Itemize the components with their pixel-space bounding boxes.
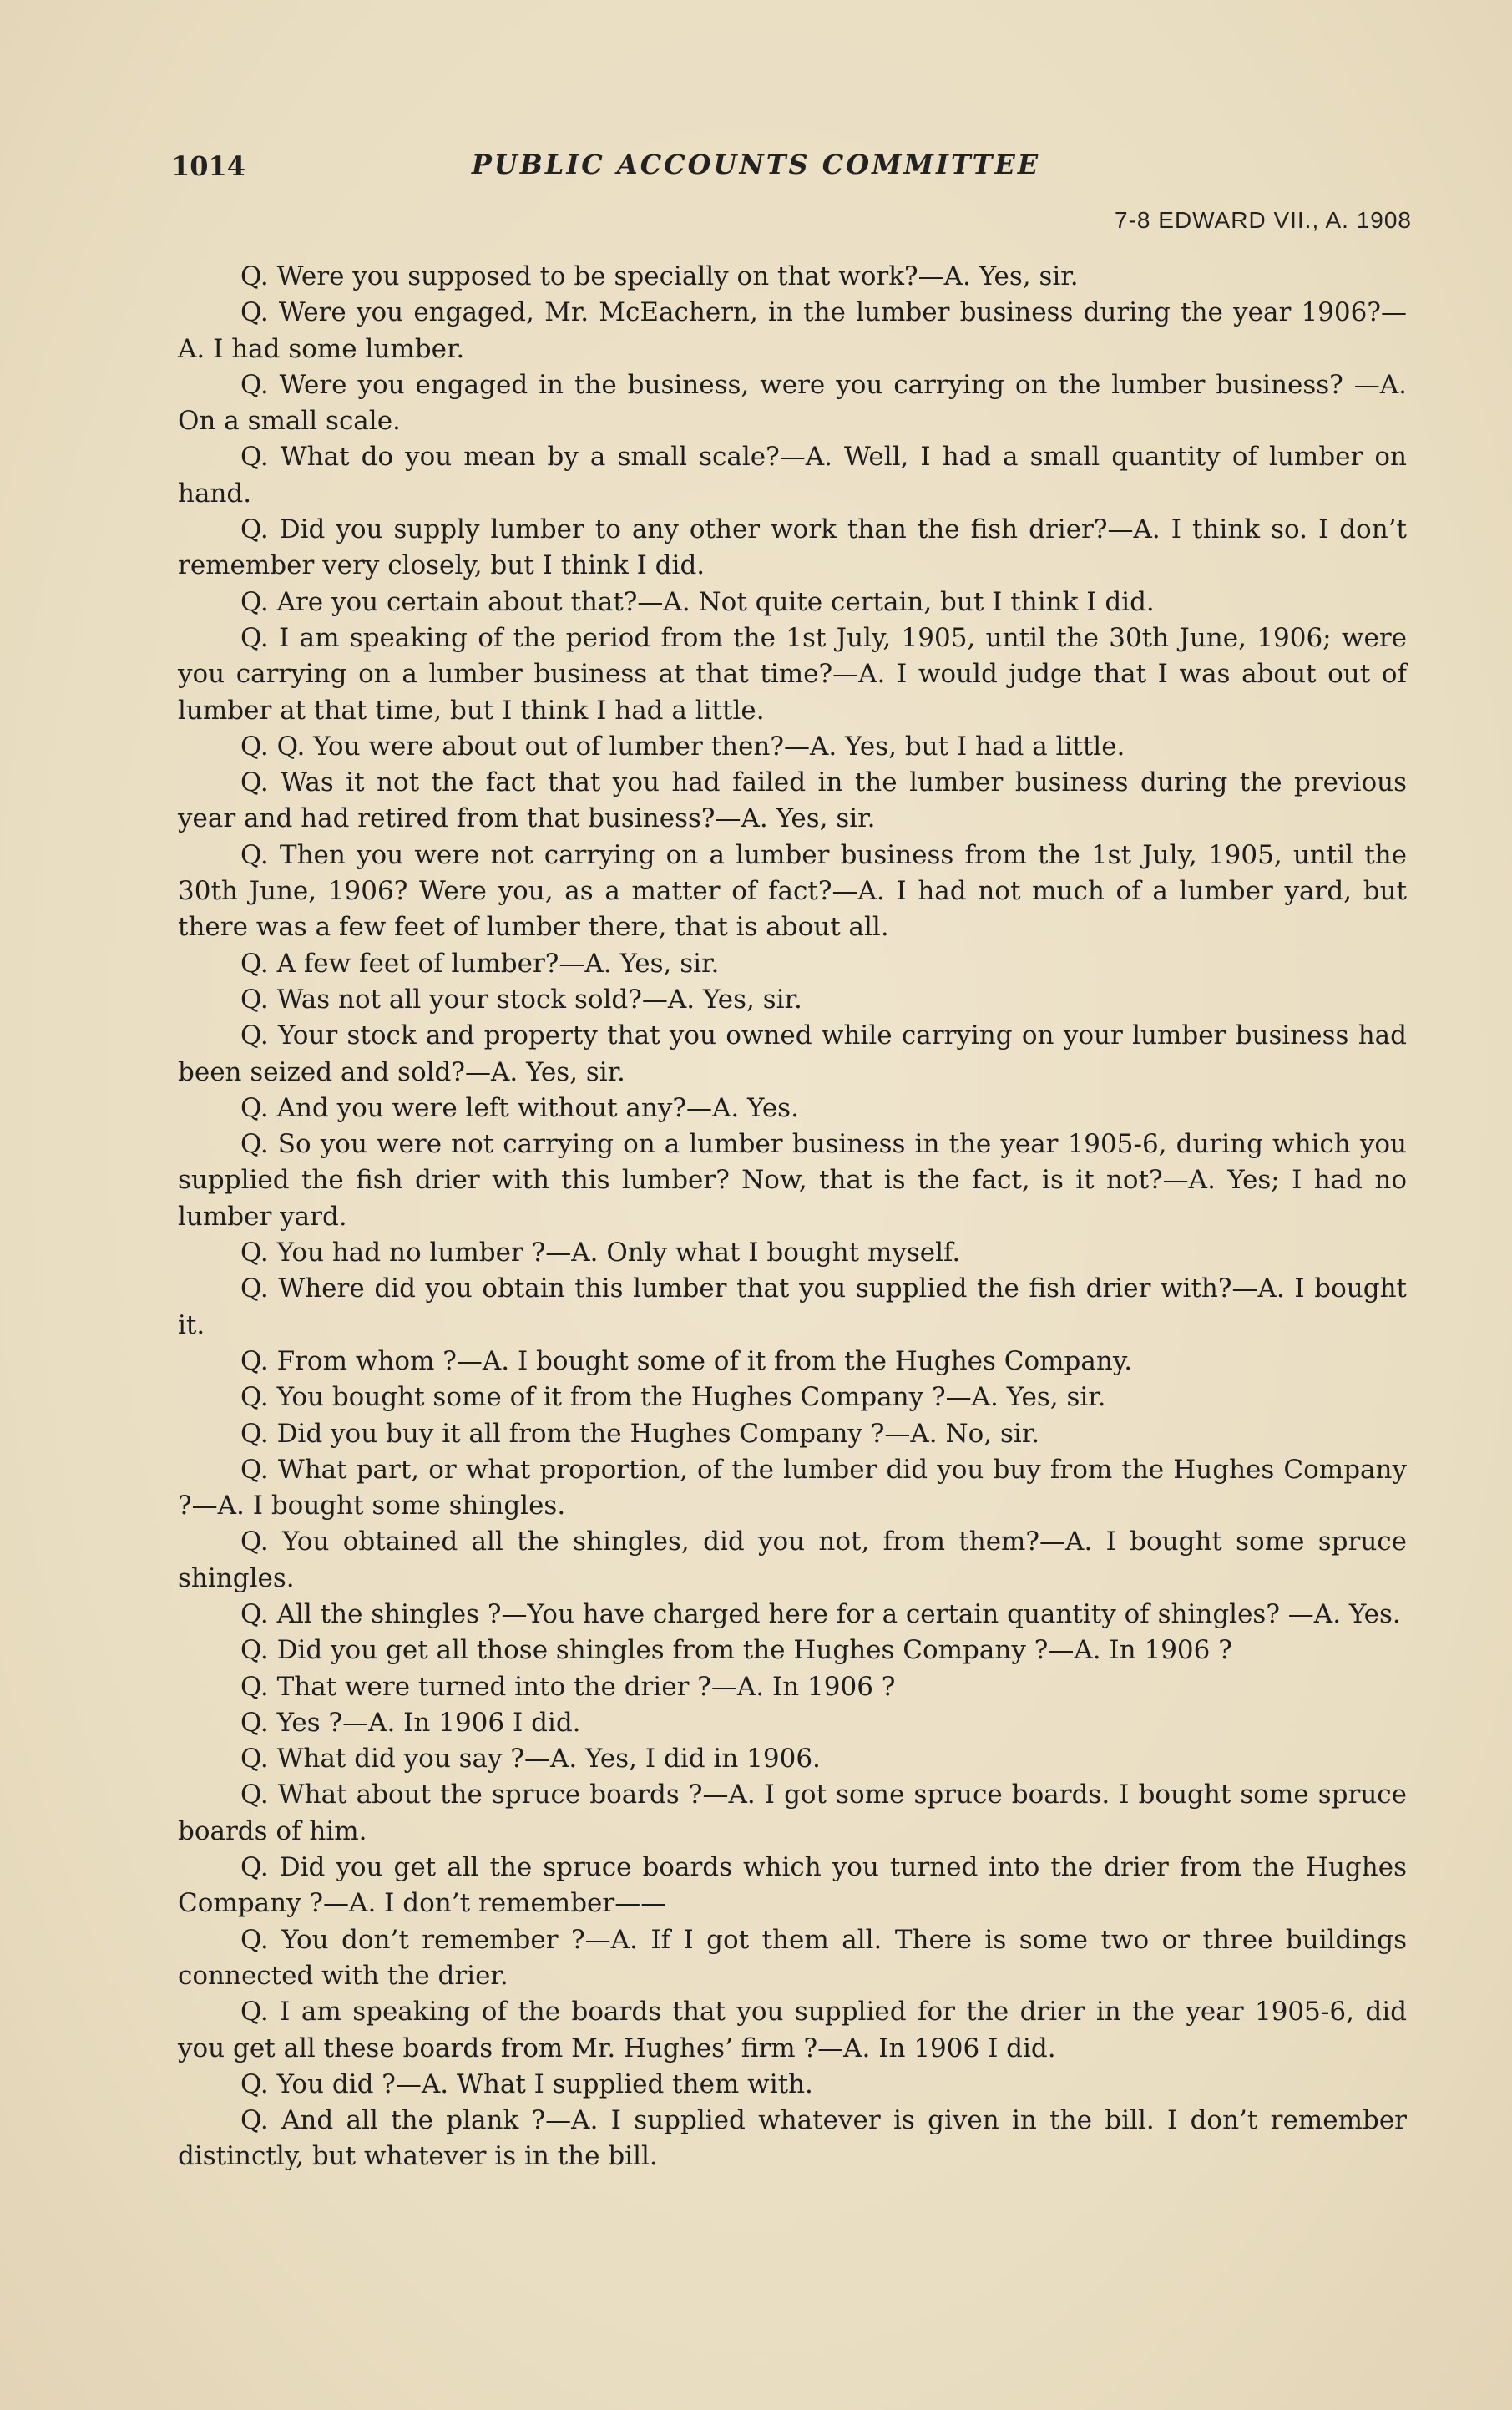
transcript-paragraph: Q. Are you certain about that?—A. Not quite certain, but I think I did. [240, 586, 1155, 617]
transcript-paragraph: Q. Did you buy it all from the Hughes Company ?—A. No, sir. [240, 1418, 1040, 1449]
transcript-paragraph: Q. I am speaking of the period from the 1st July, 1905, until the 30th June, 1906; were you carrying on a lumber business at that time?—A. I would judge that I was about out of lumber at that time, but I think I had a little. [178, 622, 1407, 726]
transcript-paragraph: Q. Were you engaged, Mr. McEachern, in the lumber business during the year 1906?—A. I had some lumber. [178, 297, 1407, 364]
transcript-paragraph: Q. Were you engaged in the business, were you carrying on the lumber business? —A. On a small scale. [178, 369, 1407, 437]
transcript-paragraph: Q. Did you supply lumber to any other work than the fish drier?—A. I think so. I don’t remember very closely, but I think I did. [178, 514, 1407, 581]
page-number: 1014 [171, 150, 246, 182]
transcript-paragraph: Q. You had no lumber ?—A. Only what I bought myself. [240, 1238, 961, 1268]
transcript-body [178, 259, 1407, 2175]
transcript-paragraph: Q. Yes ?—A. In 1906 I did. [240, 1707, 581, 1738]
transcript-paragraph: Q. Where did you obtain this lumber that you supplied the fish drier with?—A. I bought it. [178, 1273, 1407, 1340]
transcript-paragraph: Q. What about the spruce boards ?—A. I got some spruce boards. I bought some spruce boards of him. [178, 1780, 1407, 1846]
transcript-paragraph: Q. Q. You were about out of lumber then?—A. Yes, but I had a little. [240, 731, 1125, 762]
transcript-paragraph: Q. And all the plank ?—A. I supplied whatever is given in the bill. I don’t remember distinctly, but whatever is in the bill. [178, 2105, 1407, 2172]
transcript-paragraph: Q. All the shingles ?—You have charged here for a certain quantity of shingles? —A. Yes. [240, 1598, 1401, 1629]
transcript-paragraph: Q. What do you mean by a small scale?—A. Well, I had a small quantity of lumber on hand. [178, 442, 1407, 509]
transcript-paragraph: Q. What part, or what proportion, of the lumber did you buy from the Hughes Company ?—A. I bought some shingles. [178, 1454, 1407, 1521]
transcript-paragraph: Q. And you were left without any?—A. Yes. [240, 1092, 799, 1123]
transcript-paragraph: Q. From whom ?—A. I bought some of it from the Hughes Company. [240, 1345, 1133, 1376]
transcript-paragraph: Q. A few feet of lumber?—A. Yes, sir. [240, 948, 720, 979]
transcript-paragraph: Q. I am speaking of the boards that you supplied for the drier in the year 1905-6, did you get all these boards from Mr. Hughes’ firm ?—A. In 1906 I did. [178, 1997, 1407, 2063]
transcript-paragraph: Q. Did you get all the spruce boards which you turned into the drier from the Hughes Company ?—A. I don’t remember—— [178, 1852, 1407, 1919]
transcript-paragraph: Q. Then you were not carrying on a lumber business from the 1st July, 1905, until the 30th June, 1906? Were you, as a matter of fact?—A. I had not much of a lumber yard, but there was a few feet of lumber there, that is about all. [178, 839, 1407, 943]
transcript-paragraph: Q. You obtained all the shingles, did you not, from them?—A. I bought some spruce shingles. [178, 1527, 1407, 1593]
transcript-paragraph: Q. You don’t remember ?—A. If I got them all. There is some two or three buildings connected with the drier. [178, 1924, 1407, 1991]
running-title: PUBLIC ACCOUNTS COMMITTEE [471, 149, 1041, 180]
transcript-paragraph: Q. Were you supposed to be specially on that work?—A. Yes, sir. [240, 261, 1079, 291]
transcript-paragraph: Q. You bought some of it from the Hughes Company ?—A. Yes, sir. [240, 1382, 1106, 1413]
transcript-paragraph: Q. That were turned into the drier ?—A. In 1906 ? [240, 1671, 896, 1702]
transcript-paragraph: Q. Was not all your stock sold?—A. Yes, sir. [240, 984, 802, 1015]
transcript-paragraph: Q. What did you say ?—A. Yes, I did in 1906. [240, 1744, 821, 1775]
transcript-paragraph: Q. Did you get all those shingles from the Hughes Company ?—A. In 1906 ? [240, 1635, 1232, 1666]
transcript-paragraph: Q. Was it not the fact that you had failed in the lumber business during the previous year and had retired from that business?—A. Yes, sir. [178, 767, 1407, 834]
transcript-paragraph: Q. Your stock and property that you owned while carrying on your lumber business had been seized and sold?—A. Yes, sir. [178, 1020, 1407, 1087]
session-reference: 7-8 EDWARD VII., A. 1908 [1115, 207, 1412, 233]
transcript-paragraph: Q. You did ?—A. What I supplied them with. [240, 2068, 813, 2099]
transcript-paragraph: Q. So you were not carrying on a lumber business in the year 1905-6, during which you supplied the fish drier with this lumber? Now, that is the fact, is it not?—A. Yes; I had no lumber yard. [178, 1129, 1407, 1232]
